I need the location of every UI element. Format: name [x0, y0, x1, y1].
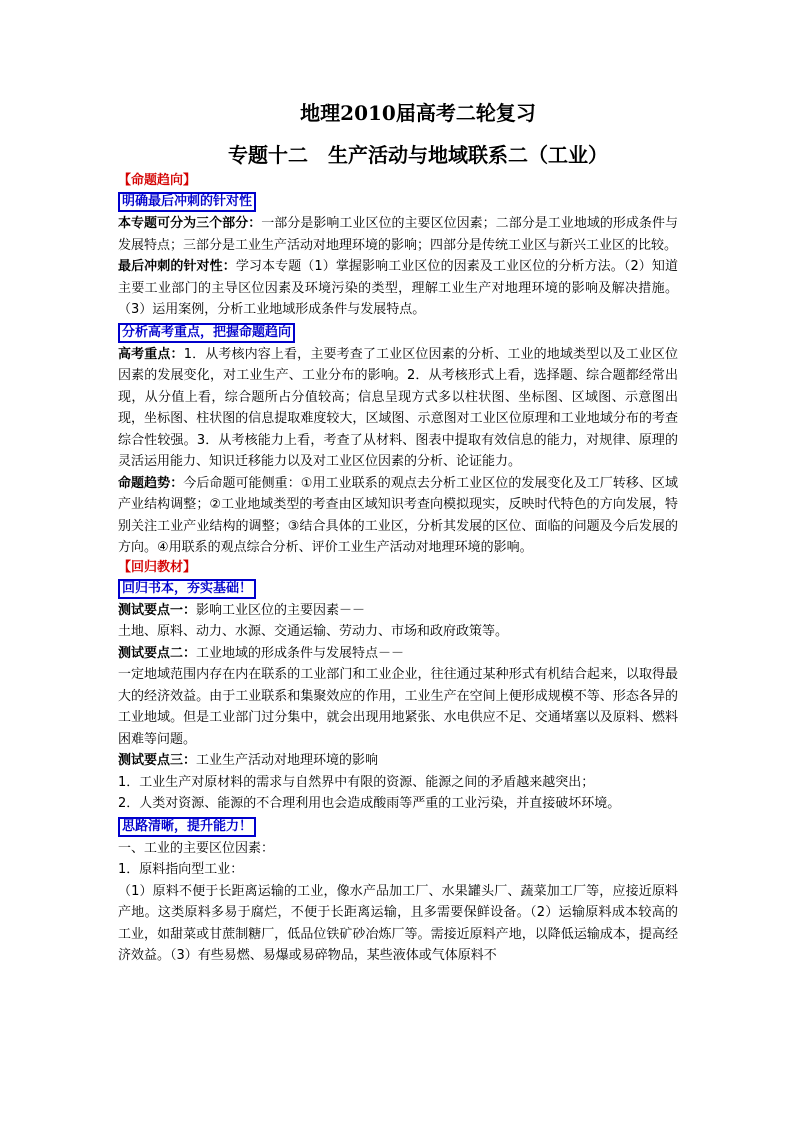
paragraph: [118, 750, 678, 772]
paragraph: [118, 344, 678, 473]
boxed-heading-zhongdian: 分析高考重点，把握命题趋向: [118, 323, 295, 343]
paragraph-label: 测试要点三：: [118, 753, 197, 768]
paragraph: [118, 473, 678, 559]
paragraph-label: 本专题可分为三个部分：: [118, 216, 262, 231]
paragraph: 土地、原料、动力、水源、交通运输、劳动力、市场和政府政策等。: [118, 624, 509, 639]
paragraph: [118, 256, 678, 321]
paragraph-label: 高考重点：: [118, 346, 184, 362]
paragraph: [118, 213, 678, 256]
paragraph: [118, 643, 678, 665]
paragraph: 1．工业生产对原材料的需求与自然界中有限的资源、能源之间的矛盾越来越突出；: [118, 774, 595, 790]
paragraph-label: 最后冲刺的针对性：: [118, 259, 236, 274]
paragraph-text: 学习本专题（1）掌握影响工业区位的因素及工业区位的分析方法。（2）知道主要工业部门的主导区位因素及环境污染的类型，理解工业生产对地理环境的影响及解决措施。（3）运用案例，分析工业地域形成条件与发展特点。: [118, 259, 678, 317]
document-page: [118, 100, 678, 967]
document-subtitle: 专题十二 生产活动与地域联系二（工业）: [228, 143, 608, 167]
paragraph: 1．原料指向型工业：: [118, 862, 244, 877]
boxed-heading-jichu: 回归书本，夯实基础！: [118, 579, 256, 599]
paragraph-text: 工业地域的形成条件与发展特点－－: [196, 645, 405, 661]
paragraph-text: 一部分是影响工业区位的主要区位因素；二部分是工业地域的形成条件与发展特点；三部分是工业生产活动对地理环境的影响；四部分是传统工业区与新兴工业区的比较。: [118, 216, 678, 253]
paragraph-text: 今后命题可能侧重：①用工业联系的观点去分析工业区位的发展变化及工厂转移、区域产业结构调整；②工业地域类型的考查由区域知识考查向模拟现实，反映时代特色的方向发展，特别关注工业产业结构的调整；③结合具体的工业区，分析其发展的区位、面临的问题及今后发展的方向。④用联系的观点综合分析、评价工业生产活动对地理环境的影响。: [118, 475, 678, 555]
boxed-heading-chongci: 明确最后冲刺的针对性: [118, 192, 256, 212]
boxed-heading-nengli: 思路清晰，提升能力！: [118, 817, 256, 837]
paragraph-text: 影响工业区位的主要因素－－: [196, 602, 366, 618]
paragraph-label: 命题趋势：: [118, 475, 184, 491]
paragraph-text: 工业生产活动对地理环境的影响: [196, 753, 379, 768]
paragraph: [118, 600, 678, 622]
paragraph: 2．人类对资源、能源的不合理利用也会造成酸雨等严重的工业污染，并直接破坏环境。: [118, 796, 621, 811]
paragraph: 一、工业的主要区位因素：: [118, 840, 275, 856]
paragraph-label: 测试要点二：: [118, 645, 197, 661]
paragraph-label: 测试要点一：: [118, 602, 197, 618]
paragraph: 一定地域范围内存在内在联系的工业部门和工业企业，往往通过某种形式有机结合起来，以取得最大的经济效益。由于工业联系和集聚效应的作用，工业生产在空间上便形成规模不等、形态各异的工业地域。但是工业部门过分集中，就会出现用地紧张、水电供应不足、交通堵塞以及原料、燃料困难等问题。: [118, 667, 678, 747]
paragraph-text: 1．从考核内容上看，主要考查了工业区位因素的分析、工业的地域类型以及工业区位因素的发展变化，对工业生产、工业分布的影响。2．从考核形式上看，选择题、综合题都经常出现，从分值上看，综合题所占分值较高；信息呈现方式多以柱状图、坐标图、区域图、示意图出现，坐标图、柱状图的信息提取难度较大，区域图、示意图对工业区位原理和工业地域分布的考查综合性较强。3．从考核能力上看，考查了从材料、图表中提取有效信息的能力，对规律、原理的灵活运用能力、知识迁移能力以及对工业区位因素的分析、论证能力。: [118, 346, 678, 469]
section-tag-mingti: 【命题趋向】: [118, 173, 197, 188]
document-title: 地理2010届高考二轮复习: [300, 101, 536, 125]
section-tag-huigui: 【回归教材】: [118, 559, 197, 575]
paragraph: （1）原料不便于长距离运输的工业，像水产品加工厂、水果罐头厂、蔬菜加工厂等，应接近原料产地。这类原料多易于腐烂，不便于长距离运输，且多需要保鲜设备。（2）运输原料成本较高的工业，如甜菜或甘蔗制糖厂，低品位铁矿砂冶炼厂等。需接近原料产地，以降低运输成本，提高经济效益。（3）有些易燃、易爆或易碎物品，某些液体或气体原料不: [118, 883, 678, 963]
